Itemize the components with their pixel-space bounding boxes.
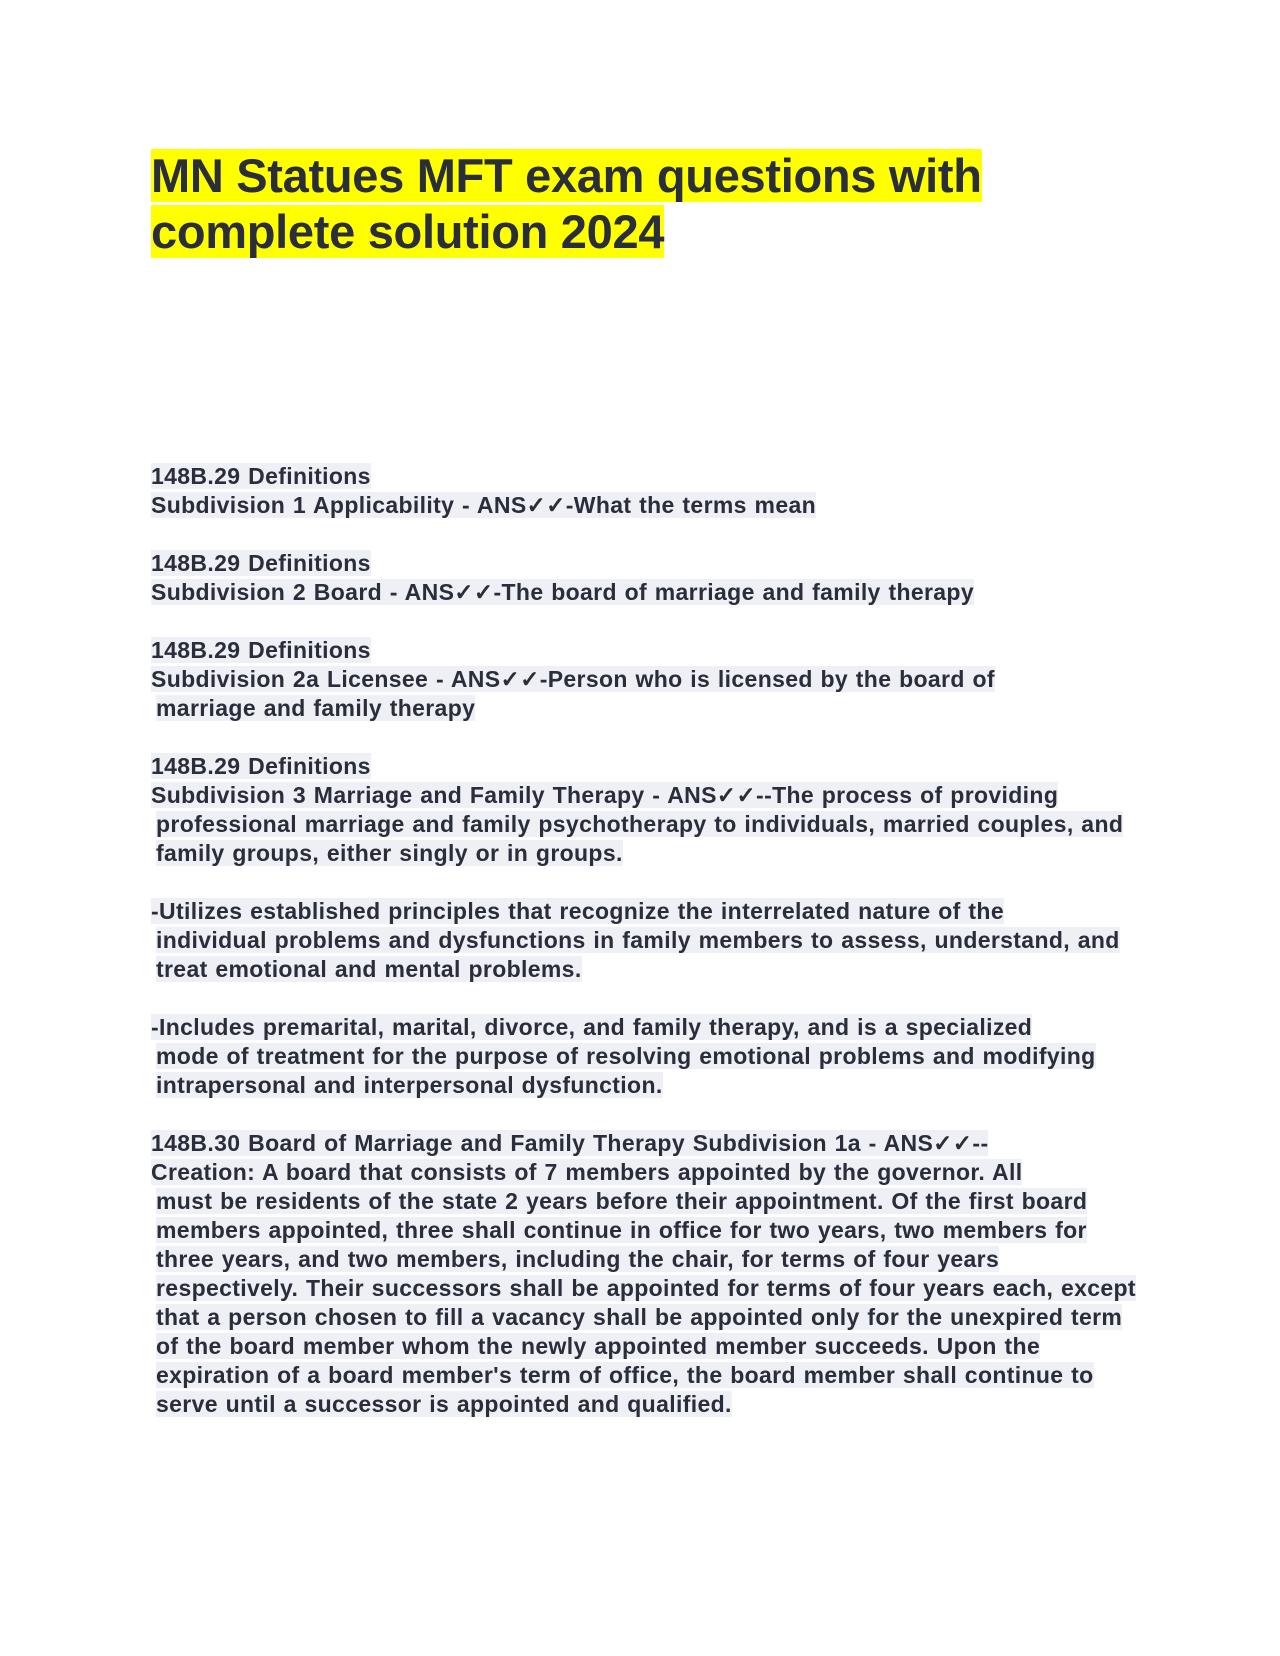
bullet-first-line bbox=[151, 897, 1141, 926]
bullet-continuation bbox=[151, 926, 1141, 984]
bullet-paragraph bbox=[151, 897, 1141, 984]
qa-question-line bbox=[151, 1129, 1141, 1158]
qa-answer-rest: marriage and family therapy bbox=[156, 695, 476, 721]
answer-marker: ANS✓✓- bbox=[883, 1130, 981, 1156]
qa-answer-continuation bbox=[151, 694, 1141, 723]
answer-marker: ANS✓✓- bbox=[404, 579, 502, 605]
qa-answer-continuation bbox=[151, 810, 1141, 868]
qa-item bbox=[151, 636, 1141, 723]
qa-answer-first: -The process of providing bbox=[764, 782, 1059, 808]
qa-answer: The board of marriage and family therapy bbox=[501, 579, 974, 605]
qa-question-line bbox=[151, 491, 1141, 520]
qa-question: Subdivision 2a Licensee bbox=[151, 666, 429, 692]
qa-question-line bbox=[151, 665, 1141, 694]
title-highlight: MN Statues MFT exam questions with complete solution 2024 bbox=[151, 149, 982, 258]
qa-question: Subdivision 3 Marriage and Family Therapy bbox=[151, 782, 645, 808]
qa-list bbox=[151, 462, 1141, 1448]
qa-answer-first: - bbox=[980, 1130, 989, 1156]
bullet-continuation bbox=[151, 1042, 1141, 1100]
qa-item bbox=[151, 462, 1141, 520]
qa-separator: - bbox=[860, 1130, 884, 1156]
qa-separator: - bbox=[428, 666, 451, 692]
qa-heading-line bbox=[151, 549, 1141, 578]
qa-heading-line bbox=[151, 752, 1141, 781]
bullet-rest: individual problems and dysfunctions in family members to assess, understand, and treat emotional and mental problems. bbox=[156, 927, 1120, 982]
qa-question-line bbox=[151, 781, 1141, 810]
qa-separator: - bbox=[382, 579, 405, 605]
qa-question-line bbox=[151, 578, 1141, 607]
qa-heading: 148B.29 Definitions bbox=[151, 463, 371, 489]
answer-marker: ANS✓✓- bbox=[450, 666, 548, 692]
qa-answer-second-line bbox=[151, 1158, 1141, 1187]
bullet-first-line bbox=[151, 1013, 1141, 1042]
qa-answer-rest: must be residents of the state 2 years before their appointment. Of the first board members appointed, three shall continue in office for two years, two members for three years, and two members, including the chair, for terms of four years respectively. Their successors shall be appointed for terms of four years each, except that a person chosen to fill a vacancy shall be appointed only for the unexpired term of the board member whom the newly appointed member succeeds. Upon the expiration of a board member's term of office, the board member shall continue to serve until a successor is appointed and qualified. bbox=[156, 1188, 1136, 1417]
bullet-first: -Utilizes established principles that recognize the interrelated nature of the bbox=[151, 898, 1004, 924]
document-title bbox=[151, 148, 1131, 260]
qa-heading-line bbox=[151, 462, 1141, 491]
qa-item bbox=[151, 549, 1141, 607]
bullet-paragraph bbox=[151, 1013, 1141, 1100]
qa-heading-line bbox=[151, 636, 1141, 665]
qa-answer: What the terms mean bbox=[573, 492, 817, 518]
answer-marker: ANS✓✓- bbox=[476, 492, 574, 518]
qa-item bbox=[151, 1129, 1141, 1419]
qa-answer-second: Creation: A board that consists of 7 members appointed by the governor. All bbox=[151, 1159, 1023, 1185]
bullet-rest: mode of treatment for the purpose of resolving emotional problems and modifying intrapersonal and interpersonal dysfunction. bbox=[156, 1043, 1096, 1098]
qa-question: 148B.30 Board of Marriage and Family Therapy Subdivision 1a bbox=[151, 1130, 861, 1156]
qa-separator: - bbox=[454, 492, 477, 518]
document-page bbox=[151, 148, 1131, 260]
answer-marker: ANS✓✓- bbox=[667, 782, 765, 808]
qa-answer-continuation bbox=[151, 1187, 1141, 1419]
qa-item bbox=[151, 752, 1141, 868]
qa-question: Subdivision 2 Board bbox=[151, 579, 383, 605]
qa-answer-first: Person who is licensed by the board of bbox=[547, 666, 995, 692]
qa-question: Subdivision 1 Applicability bbox=[151, 492, 455, 518]
qa-heading: 148B.29 Definitions bbox=[151, 637, 371, 663]
qa-separator: - bbox=[644, 782, 668, 808]
qa-heading: 148B.29 Definitions bbox=[151, 550, 371, 576]
qa-answer-rest: professional marriage and family psychotherapy to individuals, married couples, and family groups, either singly or in groups. bbox=[156, 811, 1124, 866]
bullet-first: -Includes premarital, marital, divorce, and family therapy, and is a specialized bbox=[151, 1014, 1033, 1040]
qa-heading: 148B.29 Definitions bbox=[151, 753, 371, 779]
